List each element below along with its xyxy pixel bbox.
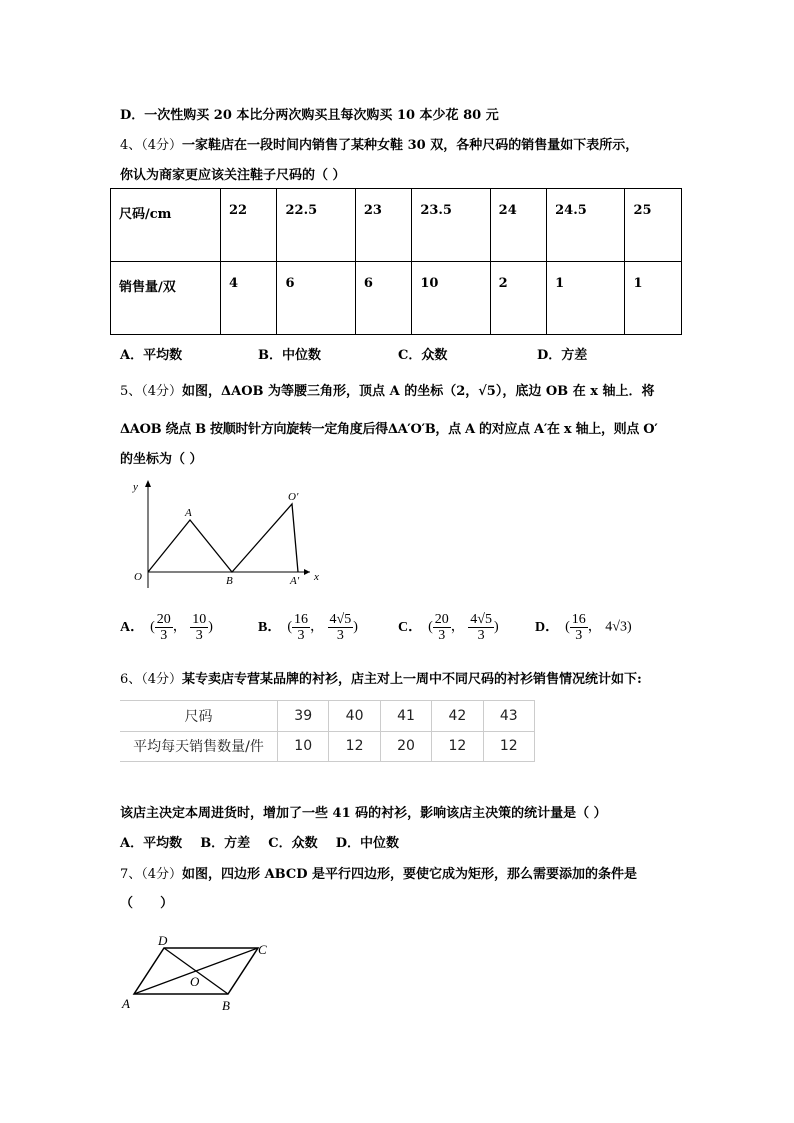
q5-prefix: 5、（4分） xyxy=(120,384,183,399)
table-cell: 6 xyxy=(277,262,355,335)
table-cell: 尺码/cm xyxy=(111,189,221,262)
q6-options: A．平均数 B．方差 C．众数 D．中位数 xyxy=(120,836,400,851)
q4-size-table xyxy=(110,188,682,335)
q5-line2: ΔAOB 绕点 B 按顺时针方向旋转一定角度后得ΔA′O′B，点 A 的对应点 A′在 x 轴上，则点 O′ xyxy=(120,422,658,437)
table-cell: 6 xyxy=(355,262,411,335)
table-cell: 20 xyxy=(380,731,431,762)
fraction xyxy=(328,612,354,643)
label-o: O xyxy=(134,571,142,583)
q5-line1 xyxy=(120,380,655,399)
numerator: 20 xyxy=(434,612,449,627)
q6-prefix: 6、（4分） xyxy=(120,672,183,687)
table-cell: 尺码 xyxy=(120,701,278,732)
q4-line2: 你认为商家更应该关注鞋子尺码的（ ） xyxy=(120,168,346,183)
table-cell: 2 xyxy=(490,262,546,335)
q7-prefix: 7、（4分） xyxy=(120,867,183,882)
numerator: 4√5 xyxy=(329,612,352,627)
table-cell: 23 xyxy=(355,189,411,262)
table-row xyxy=(120,701,535,732)
table-cell: 22 xyxy=(221,189,277,262)
q5-option-d: D． ( $\frac{16}{3}$ ， 4√3) xyxy=(535,612,632,643)
y-value: 4√3 xyxy=(605,619,627,635)
q4-option-c: C．众数 xyxy=(398,348,448,363)
fraction xyxy=(433,612,451,643)
table-cell: 23.5 xyxy=(412,189,490,262)
q4-text1: 一家鞋店在一段时间内销售了某种女鞋 30 双，各种尺码的销售量如下表所示， xyxy=(182,138,639,153)
denominator: 3 xyxy=(438,628,446,643)
label-b: B xyxy=(222,998,230,1013)
q5-text1: 如图，ΔAOB 为等腰三角形，顶点 A 的坐标（2，√5），底边 OB 在 x 轴上．将 xyxy=(182,384,655,399)
table-cell: 4 xyxy=(221,262,277,335)
q5-coordinate-figure xyxy=(118,476,338,592)
fraction xyxy=(155,612,173,643)
table-cell: 25 xyxy=(625,189,682,262)
q5-option-c: C． ( $\frac{20}{3}$ ， $\frac{4√5}{3}$ ) xyxy=(398,612,499,643)
label-b: B xyxy=(226,575,233,587)
q4-prefix: 4、（4分） xyxy=(120,138,183,153)
table-cell: 12 xyxy=(483,731,534,762)
denominator: 3 xyxy=(477,628,485,643)
table-cell: 平均每天销售数量/件 xyxy=(120,731,278,762)
label-y: y xyxy=(133,481,138,493)
table-cell: 12 xyxy=(329,731,380,762)
table-cell: 1 xyxy=(547,262,625,335)
table-cell: 41 xyxy=(380,701,431,732)
q4-option-a: A．平均数 xyxy=(120,348,183,363)
label-o: O xyxy=(190,974,200,989)
label-d: D xyxy=(158,933,168,948)
q3-option-d: D．一次性购买 20 本比分两次购买且每次购买 10 本少花 80 元 xyxy=(120,108,499,123)
numerator: 4√5 xyxy=(470,612,492,627)
option-letter: C． xyxy=(398,619,423,635)
table-cell: 40 xyxy=(329,701,380,732)
q5-line3: 的坐标为（ ） xyxy=(120,452,203,467)
q7-text1: 如图，四边形 ABCD 是平行四边形，要使它成为矩形，那么需要添加的条件是 xyxy=(182,867,638,882)
q6-text1: 某专卖店专营某品牌的衬衫，店主对上一周中不同尺码的衬衫销售情况统计如下: xyxy=(182,672,642,687)
fraction xyxy=(292,612,310,643)
label-a: A xyxy=(122,996,130,1011)
table-row xyxy=(111,189,682,262)
denominator: 3 xyxy=(160,628,168,643)
label-x: x xyxy=(314,571,319,583)
table-cell: 10 xyxy=(412,262,490,335)
table-cell: 22.5 xyxy=(277,189,355,262)
q7-line1 xyxy=(120,863,637,882)
table-cell: 24 xyxy=(490,189,546,262)
q4-line1 xyxy=(120,134,638,153)
q7-parallelogram-figure xyxy=(118,930,278,1014)
numerator: 16 xyxy=(571,612,586,627)
label-a-prime: A′ xyxy=(290,575,300,587)
table-cell: 24.5 xyxy=(547,189,625,262)
table-cell: 12 xyxy=(432,731,483,762)
numerator: 20 xyxy=(156,612,171,627)
fraction xyxy=(190,612,208,643)
denominator: 3 xyxy=(297,628,305,643)
table-cell: 39 xyxy=(278,701,329,732)
q4-option-b: B．中位数 xyxy=(258,348,321,363)
label-c: C xyxy=(258,942,267,957)
q6-line2: 该店主决定本周进货时，增加了一些 41 码的衬衫，影响该店主决策的统计量是（ ） xyxy=(120,806,607,821)
q5-option-b: B． ( $\frac{16}{3}$ ， $\frac{4√5}{3}$ ) xyxy=(258,612,358,643)
table-cell: 1 xyxy=(625,262,682,335)
denominator: 3 xyxy=(195,628,203,643)
q5-option-a: A． ( $\frac{20}{3}$ ， $\frac{10}{3}$ ) xyxy=(120,612,213,643)
fraction xyxy=(570,612,588,643)
numerator: 16 xyxy=(294,612,309,627)
q6-line1 xyxy=(120,668,642,687)
q7-line2: （ ） xyxy=(120,896,174,911)
table-row xyxy=(111,262,682,335)
table-cell: 43 xyxy=(483,701,534,732)
table-cell: 10 xyxy=(278,731,329,762)
q6-shirt-table xyxy=(120,700,535,762)
denominator: 3 xyxy=(336,628,344,643)
denominator: 3 xyxy=(575,628,583,643)
label-a: A xyxy=(185,507,192,519)
table-cell: 42 xyxy=(432,701,483,732)
table-cell: 销售量/双 xyxy=(111,262,221,335)
option-letter: B． xyxy=(258,619,282,635)
numerator: 10 xyxy=(192,612,207,627)
table-row xyxy=(120,731,535,762)
option-letter: D． xyxy=(535,619,560,635)
fraction xyxy=(468,612,494,643)
q4-option-d: D．方差 xyxy=(537,348,588,363)
option-letter: A． xyxy=(120,619,145,635)
label-o-prime: O′ xyxy=(288,491,299,503)
